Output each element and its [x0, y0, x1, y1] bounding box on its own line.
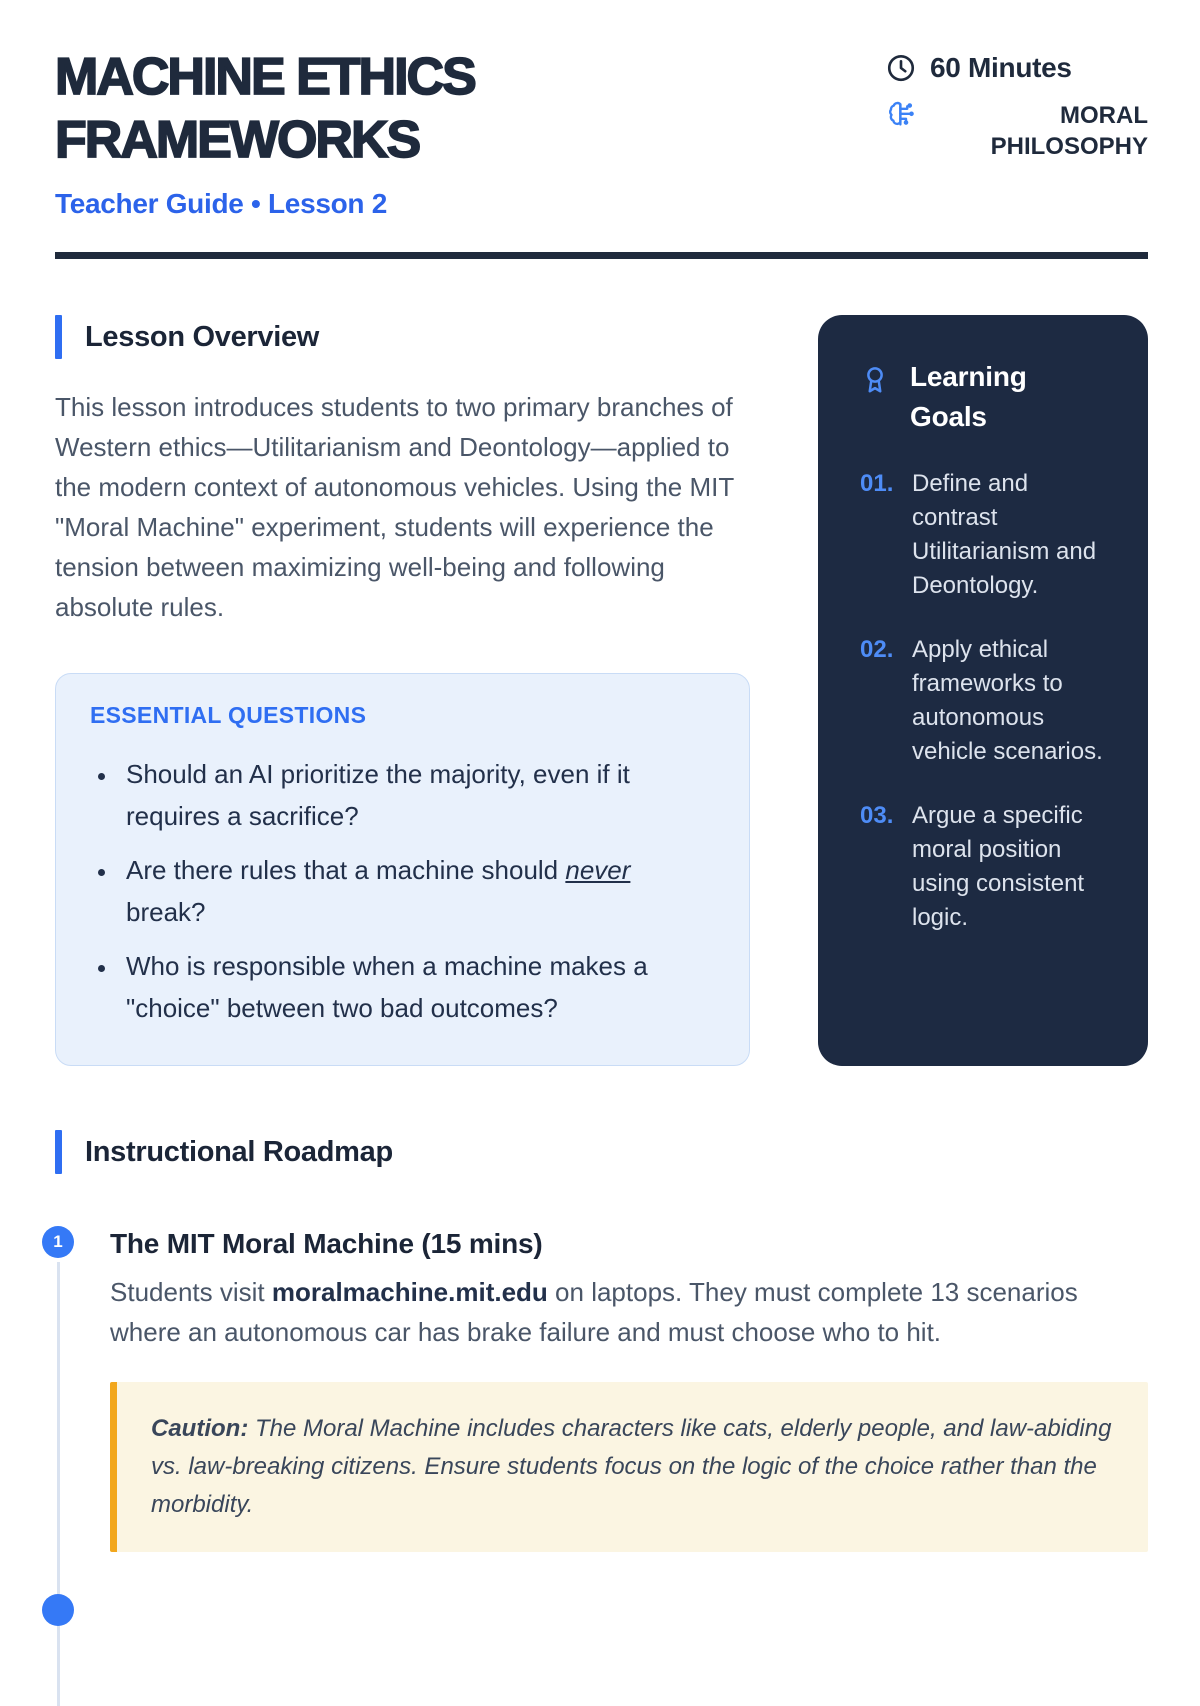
learning-goal-item	[860, 799, 1108, 935]
caution-text: The Moral Machine includes characters like cats, elderly people, and law-abiding vs. law-breaking citizens. Ensure students focus on the logic of the choice rather than the morbidity.	[151, 1415, 1112, 1518]
learning-goals-header	[860, 357, 1108, 437]
main-content	[55, 315, 1148, 1066]
header-divider	[55, 252, 1148, 259]
step-text-post: on laptops. They must complete 13 scenarios where an autonomous car has brake failure and must choose who to hit.	[110, 1277, 1078, 1347]
question-text: Who is responsible when a machine makes a "choice" between two bad outcomes?	[126, 951, 648, 1023]
learning-goal-item	[860, 467, 1108, 603]
learning-goals-title: Learning Goals	[910, 361, 1027, 432]
lesson-overview-heading	[55, 315, 750, 359]
lesson-subtitle: Teacher Guide • Lesson 2	[55, 188, 387, 219]
subject-label: MORAL PHILOSOPHY	[990, 102, 1148, 160]
heading-accent-bar	[55, 1130, 62, 1174]
goal-text: Define and contrast Utilitarianism and Deontology.	[912, 470, 1097, 599]
timeline-connector	[57, 1262, 60, 1706]
document-header	[55, 46, 1148, 220]
essential-questions-box	[55, 673, 750, 1066]
subject-row	[886, 100, 1148, 162]
duration-label: 60 Minutes	[930, 52, 1072, 83]
goal-text: Argue a specific moral position using consistent logic.	[912, 802, 1085, 931]
header-meta	[886, 52, 1148, 162]
learning-goals-card	[818, 315, 1148, 1066]
step-text: Students visit	[110, 1277, 272, 1307]
essential-questions-heading: ESSENTIAL QUESTIONS	[90, 702, 367, 728]
section-title: Instructional Roadmap	[85, 1135, 393, 1168]
goal-number: 03.	[860, 802, 894, 829]
page-title-line-2: FRAMEWORKS	[55, 111, 420, 169]
caution-label: Caution:	[151, 1415, 249, 1442]
page-title	[55, 46, 475, 172]
goal-number: 01.	[860, 470, 894, 497]
brain-circuit-icon	[886, 100, 916, 130]
step-title: The MIT Moral Machine (15 mins)	[110, 1228, 543, 1259]
section-title: Lesson Overview	[85, 320, 320, 353]
essential-question-item	[118, 945, 715, 1029]
page-title-line-1: MACHINE ETHICS	[55, 48, 475, 106]
overview-paragraph: This lesson introduces students to two primary branches of Western ethics—Utilitarianism and Deontology—applied to the modern context of autonomous vehicles. Using the MIT "Moral Machine" experiment, students will experience the tension between maximizing well-being and following absolute rules.	[55, 392, 734, 622]
question-emphasis: never	[565, 855, 631, 885]
title-block	[55, 46, 475, 220]
duration-row	[886, 52, 1148, 84]
essential-question-item	[118, 849, 715, 933]
step-url-text: moralmachine.mit.edu	[271, 1277, 548, 1307]
heading-accent-bar	[55, 315, 62, 359]
caution-callout	[110, 1382, 1148, 1552]
award-ribbon-icon	[860, 365, 890, 395]
step-paragraph	[110, 1272, 1110, 1352]
clock-icon	[886, 53, 916, 83]
question-text: Are there rules that a machine should	[126, 855, 566, 885]
goal-text: Apply ethical frameworks to autonomous vehicle scenarios.	[912, 636, 1103, 765]
roadmap-heading	[55, 1130, 1148, 1174]
instructional-roadmap-section	[55, 1130, 1148, 1552]
goal-number: 02.	[860, 636, 894, 663]
left-column	[55, 315, 750, 1066]
roadmap-step-2-badge	[42, 1594, 74, 1626]
roadmap-step-1	[55, 1228, 1148, 1552]
step-number-badge: 1	[42, 1226, 74, 1258]
learning-goal-item	[860, 633, 1108, 769]
essential-questions-list	[90, 753, 715, 1029]
question-text: Should an AI prioritize the majority, even if it requires a sacrifice?	[126, 759, 630, 831]
essential-question-item	[118, 753, 715, 837]
question-text-post: break?	[126, 897, 206, 927]
